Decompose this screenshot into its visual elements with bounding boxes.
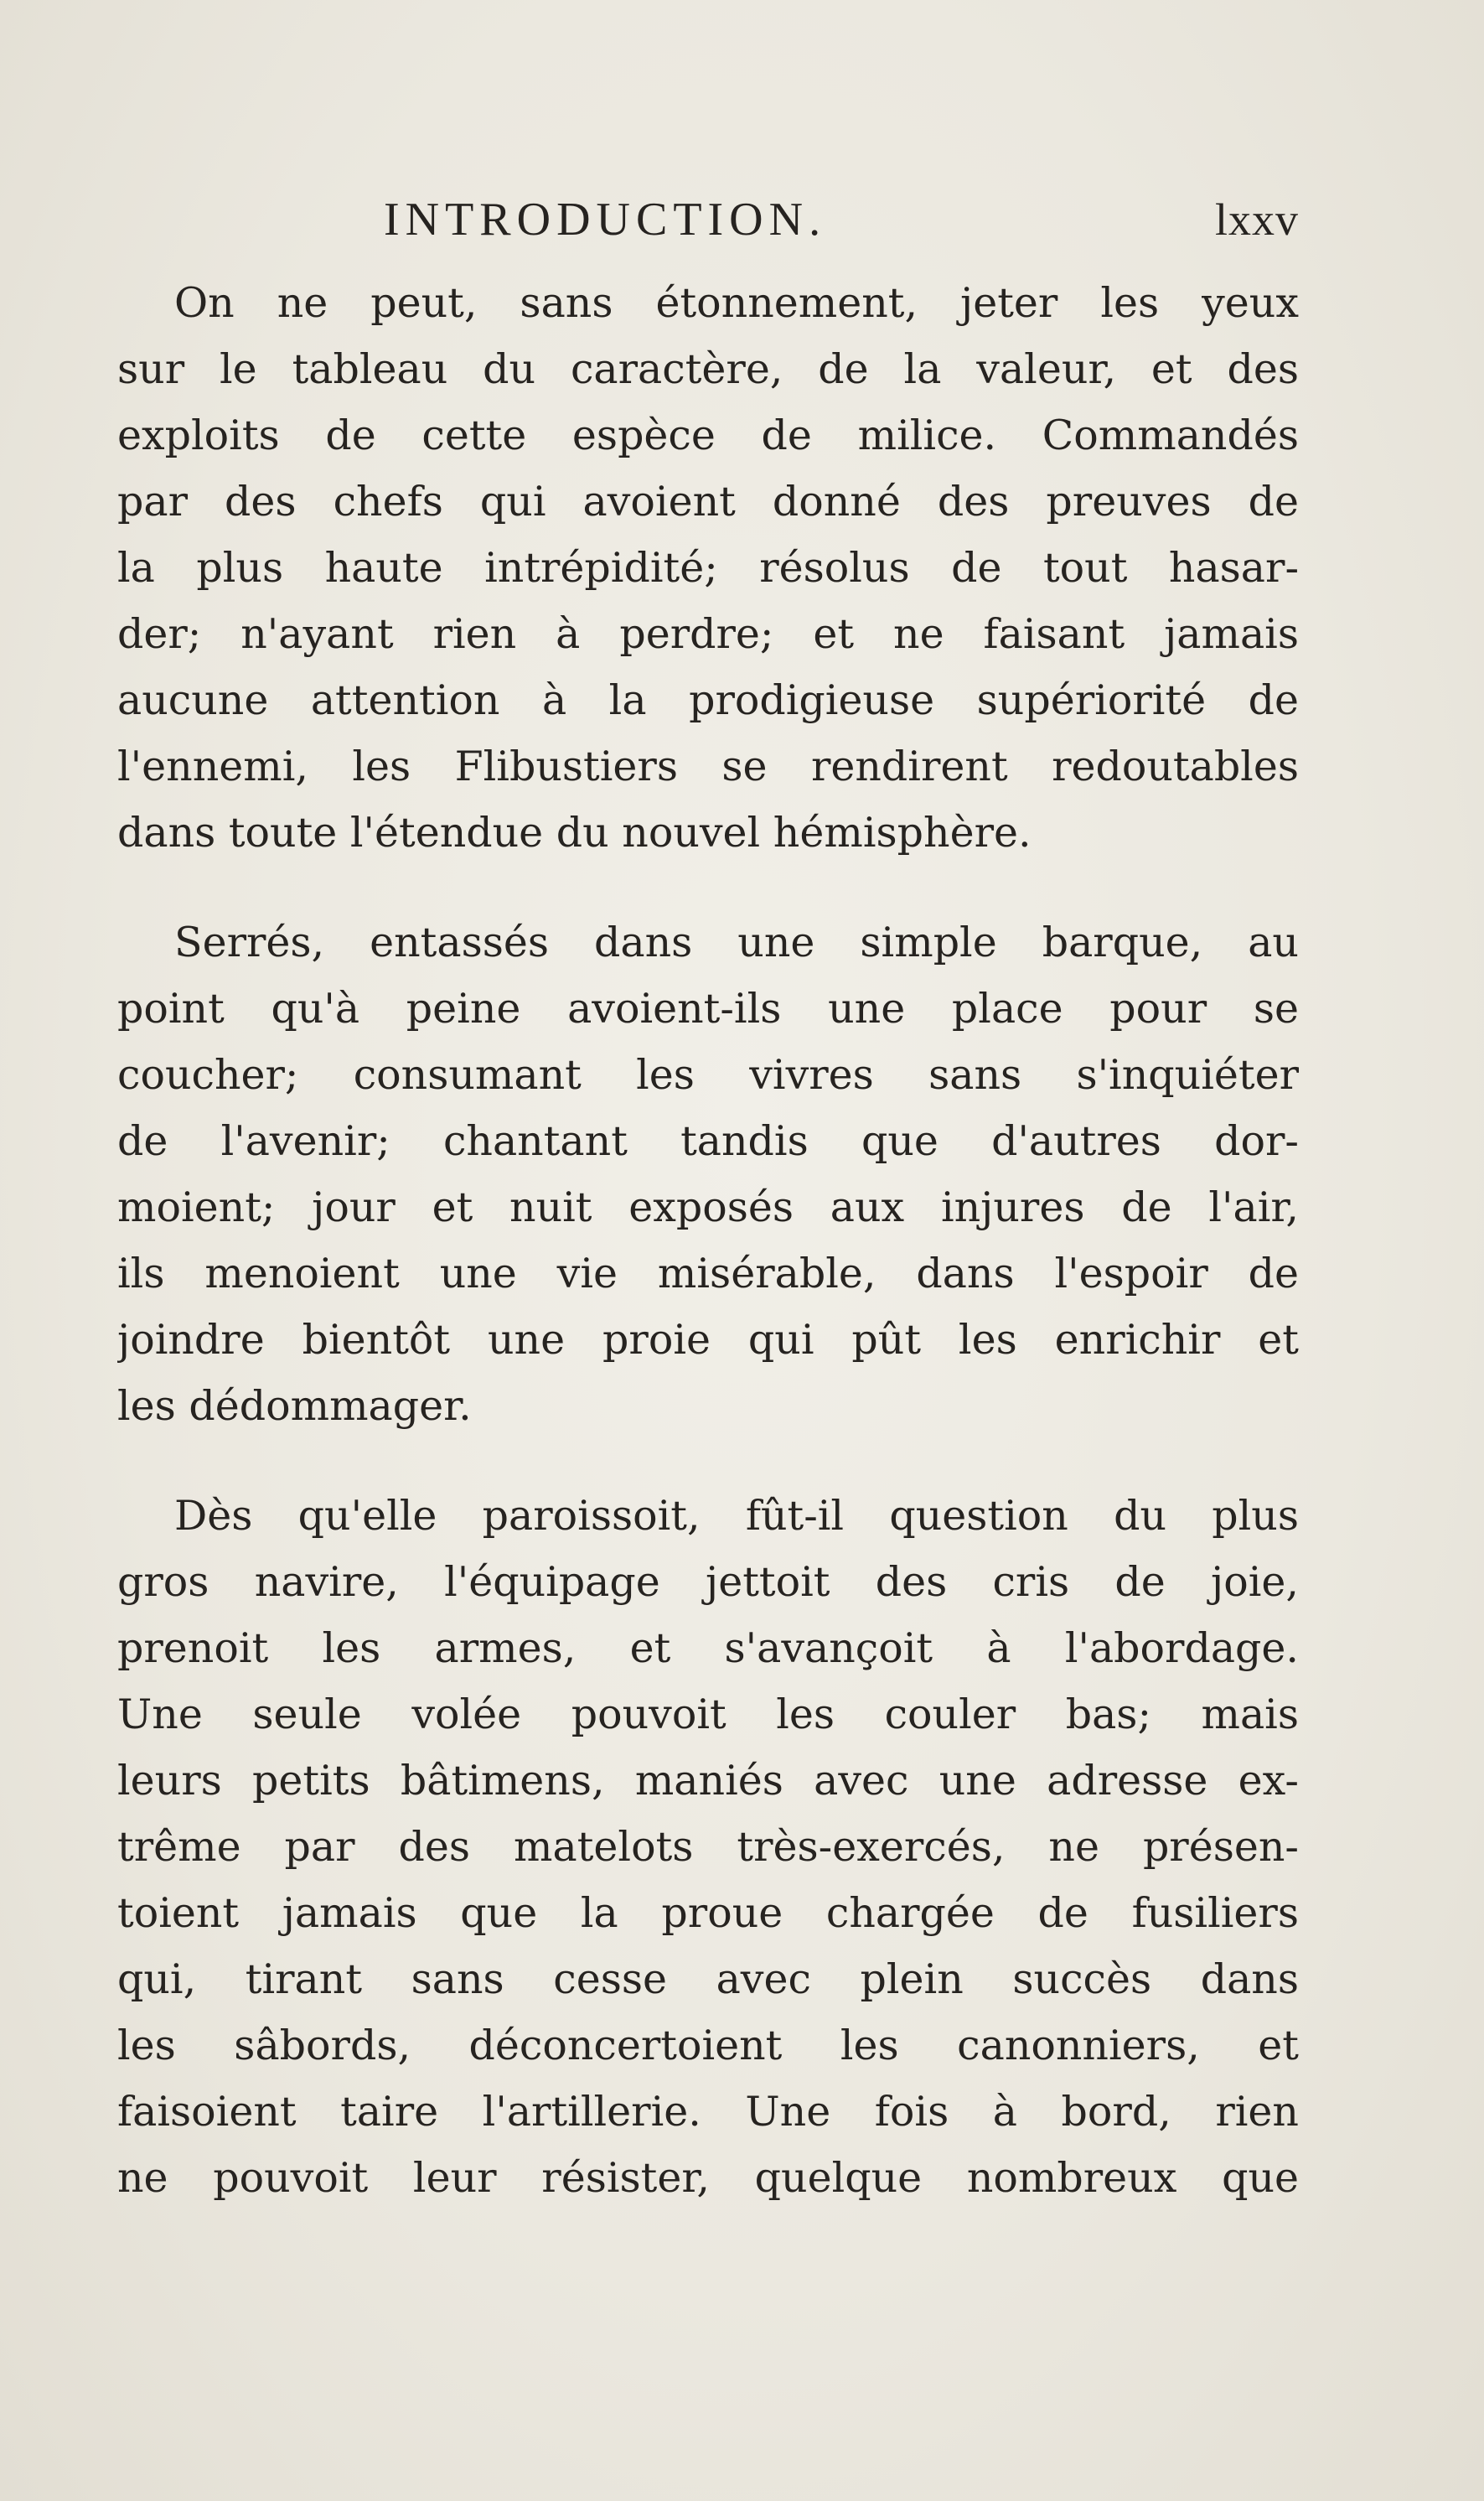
- text-line: la plus haute intrépidité; résolus de tout hasar-: [117, 544, 1299, 592]
- text-line: faisoient taire l'artillerie. Une fois à bord, rien: [117, 2088, 1299, 2136]
- text-line: ne pouvoit leur résister, quelque nombreux que: [117, 2154, 1299, 2202]
- running-title: INTRODUCTION.: [384, 194, 827, 246]
- text-line: dans toute l'étendue du nouvel hémisphère.: [117, 809, 1032, 857]
- text-line: les dédommager.: [117, 1382, 472, 1430]
- text-line: joindre bientôt une proie qui pût les enrichir et: [117, 1316, 1299, 1364]
- text-line: trême par des matelots très-exercés, ne présen-: [117, 1823, 1299, 1871]
- text-line: point qu'à peine avoient-ils une place pour se: [117, 985, 1299, 1033]
- page-number: lxxv: [1214, 194, 1299, 245]
- text-line: l'ennemi, les Flibustiers se rendirent redoutables: [117, 743, 1299, 790]
- text-line: qui, tirant sans cesse avec plein succès dans: [117, 1955, 1299, 2003]
- text-line: les sâbords, déconcertoient les canonniers, et: [117, 2022, 1299, 2069]
- text-line: leurs petits bâtimens, maniés avec une adresse ex-: [117, 1757, 1299, 1805]
- text-line: aucune attention à la prodigieuse supériorité de: [117, 676, 1299, 724]
- page-header: [117, 186, 1299, 253]
- text-line: ils menoient une vie misérable, dans l'espoir de: [117, 1250, 1299, 1297]
- text-line: moient; jour et nuit exposés aux injures de l'air,: [117, 1183, 1299, 1231]
- text-line: Dès qu'elle paroissoit, fût-il question du plus: [174, 1492, 1299, 1540]
- text-line: par des chefs qui avoient donné des preuves de: [117, 478, 1299, 526]
- body-text: [117, 270, 1299, 2255]
- text-line: coucher; consumant les vivres sans s'inquiéter: [117, 1051, 1299, 1099]
- text-line: gros navire, l'équipage jettoit des cris de joie,: [117, 1558, 1299, 1606]
- text-line: der; n'ayant rien à perdre; et ne faisant jamais: [117, 610, 1299, 658]
- text-line: Serrés, entassés dans une simple barque, au: [174, 919, 1299, 966]
- text-line: exploits de cette espèce de milice. Commandés: [117, 412, 1299, 459]
- paragraph-3: [117, 1483, 1299, 2211]
- paragraph-1: [117, 270, 1299, 866]
- paragraph-2: [117, 909, 1299, 1439]
- text-line: On ne peut, sans étonnement, jeter les yeux: [174, 279, 1299, 327]
- text-line: prenoit les armes, et s'avançoit à l'abordage.: [117, 1624, 1299, 1672]
- text-line: Une seule volée pouvoit les couler bas; mais: [117, 1691, 1299, 1738]
- text-line: toient jamais que la proue chargée de fusiliers: [117, 1889, 1299, 1937]
- text-line: de l'avenir; chantant tandis que d'autres dor-: [117, 1117, 1299, 1165]
- text-line: sur le tableau du caractère, de la valeur, et des: [117, 345, 1299, 393]
